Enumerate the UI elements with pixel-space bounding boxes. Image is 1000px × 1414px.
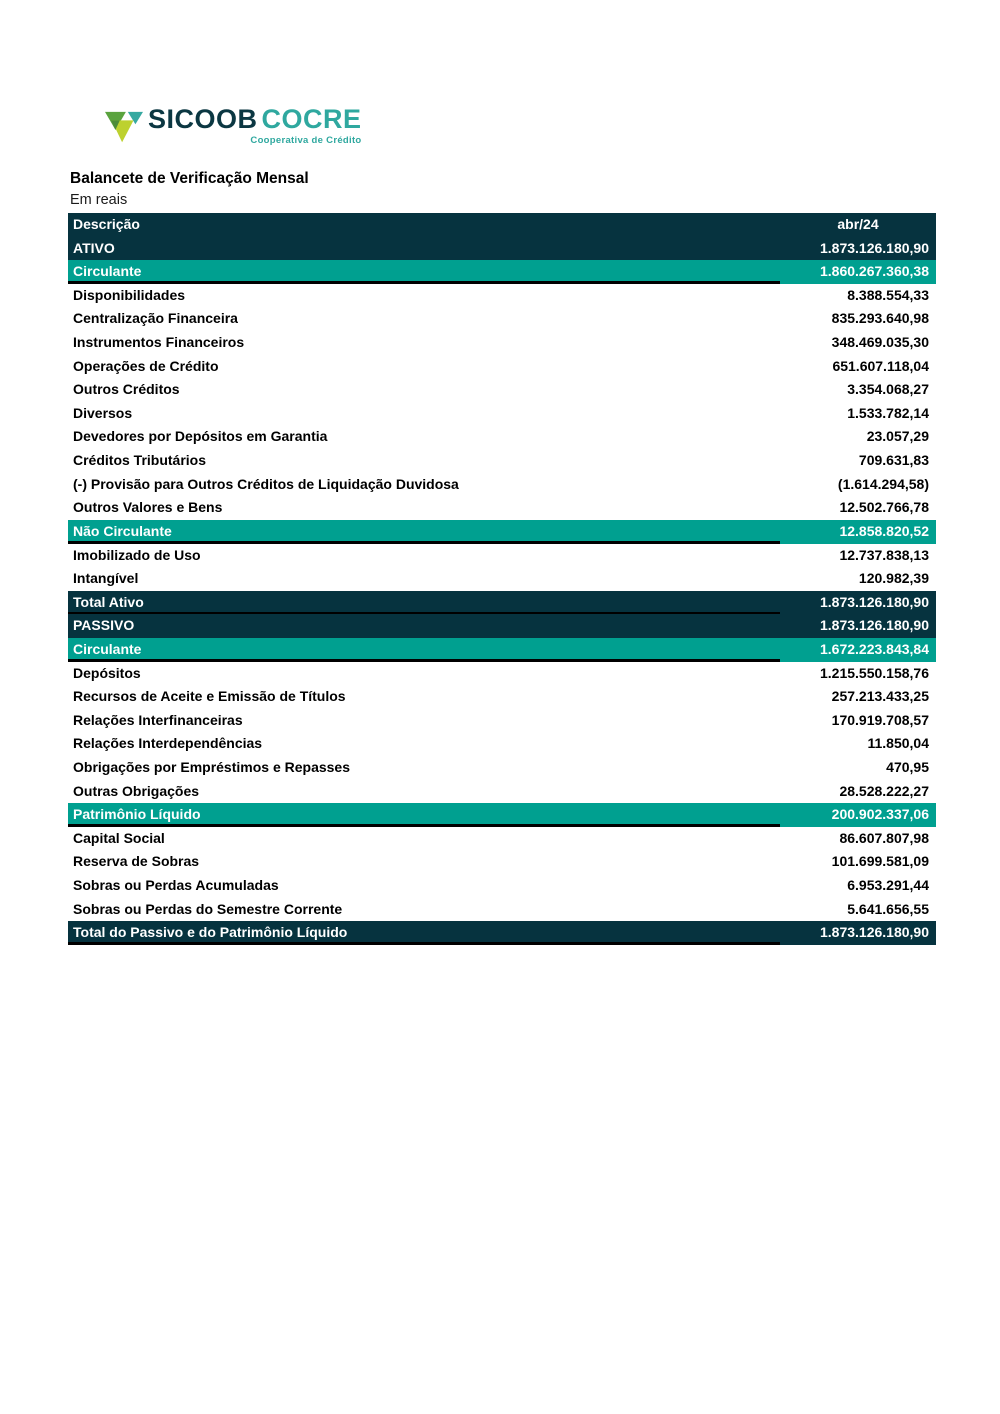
table-row — [68, 260, 936, 284]
table-row — [68, 355, 936, 379]
logo-text-sicoob: SICOOB — [148, 104, 258, 134]
table-header-row — [68, 213, 936, 237]
logo-text-cocre: COCRE — [261, 104, 362, 134]
row-value: 1.860.267.360,38 — [820, 263, 929, 280]
table-row — [68, 709, 936, 733]
row-label: Descrição — [73, 216, 140, 232]
row-value: 86.607.807,98 — [839, 829, 929, 846]
row-value: (1.614.294,58) — [837, 475, 929, 492]
row-label: (-) Provisão para Outros Créditos de Liquidação Duvidosa — [73, 475, 459, 492]
table-row — [68, 827, 936, 851]
row-value: 12.737.838,13 — [839, 546, 929, 563]
row-value: 651.607.118,04 — [832, 357, 929, 374]
table-row — [68, 874, 936, 898]
row-label: Imobilizado de Uso — [73, 546, 201, 563]
row-label: Outras Obrigações — [73, 782, 200, 799]
row-value: 470,95 — [886, 759, 929, 776]
row-value: 3.354.068,27 — [847, 381, 929, 398]
row-label: Centralização Financeira — [73, 310, 238, 327]
table-row — [68, 402, 936, 426]
table-row — [68, 921, 936, 945]
table-row — [68, 567, 936, 591]
row-value: 200.902.337,06 — [831, 806, 929, 823]
row-value: 101.699.581,09 — [831, 853, 929, 870]
table-row — [68, 237, 936, 261]
row-label: Reserva de Sobras — [73, 853, 200, 870]
table-row — [68, 378, 936, 402]
row-value: 1.873.126.180,90 — [820, 924, 929, 941]
row-label: Sobras ou Perdas do Semestre Corrente — [73, 900, 343, 917]
row-value: 11.850,04 — [867, 735, 929, 752]
table-row — [68, 591, 936, 615]
row-value: 8.388.554,33 — [847, 286, 929, 303]
row-value: 120.982,39 — [858, 570, 929, 587]
row-label: Circulante — [73, 263, 142, 280]
row-label: Outros Valores e Bens — [73, 499, 223, 516]
row-label: Total do Passivo e do Patrimônio Líquido — [73, 924, 348, 941]
table-row — [68, 473, 936, 497]
row-label: Devedores por Depósitos em Garantia — [73, 428, 328, 445]
row-value: 348.469.035,30 — [831, 334, 929, 351]
row-label: Não Circulante — [73, 522, 172, 539]
row-value: 1.215.550.158,76 — [820, 664, 929, 681]
sicoob-cocre-logo — [104, 106, 362, 147]
report-subtitle: Em reais — [70, 192, 128, 208]
row-label: Obrigações por Empréstimos e Repasses — [73, 759, 350, 776]
row-value: 1.873.126.180,90 — [820, 239, 929, 256]
report-title: Balancete de Verificação Mensal — [70, 170, 309, 187]
table-row — [68, 307, 936, 331]
row-label: Operações de Crédito — [73, 357, 219, 374]
row-value: 170.919.708,57 — [831, 711, 929, 728]
row-value: 6.953.291,44 — [847, 877, 929, 894]
row-label: Instrumentos Financeiros — [73, 334, 245, 351]
row-value: 23.057,29 — [866, 428, 929, 445]
table-row — [68, 732, 936, 756]
table-row — [68, 803, 936, 827]
table-row — [68, 638, 936, 662]
row-label: Patrimônio Líquido — [73, 806, 201, 823]
table-row — [68, 756, 936, 780]
table-row — [68, 662, 936, 686]
row-label: Disponibilidades — [73, 286, 186, 303]
table-row — [68, 614, 936, 638]
table-row — [68, 544, 936, 568]
row-label: Intangível — [73, 570, 139, 587]
table-row — [68, 520, 936, 544]
row-label: Outros Créditos — [73, 381, 180, 398]
table-row — [68, 850, 936, 874]
logo-wordmark — [148, 106, 362, 146]
row-label: Relações Interfinanceiras — [73, 711, 243, 728]
table-row — [68, 780, 936, 804]
table-row — [68, 449, 936, 473]
row-value: 12.502.766,78 — [839, 499, 929, 516]
row-value: 257.213.433,25 — [831, 688, 929, 705]
table-row — [68, 685, 936, 709]
logo-tagline: Cooperativa de Crédito — [250, 135, 362, 146]
row-value: 1.873.126.180,90 — [820, 617, 929, 634]
row-value: 1.533.782,14 — [847, 404, 929, 421]
table-row — [68, 284, 936, 308]
balance-table — [68, 213, 936, 945]
row-label: PASSIVO — [73, 617, 135, 634]
row-value: 1.672.223.843,84 — [820, 640, 929, 657]
row-label: Recursos de Aceite e Emissão de Títulos — [73, 688, 346, 705]
row-value: 835.293.640,98 — [831, 310, 929, 327]
table-row — [68, 331, 936, 355]
row-value: 5.641.656,55 — [847, 900, 929, 917]
row-label: ATIVO — [73, 239, 115, 256]
row-label: Depósitos — [73, 664, 141, 681]
table-row — [68, 898, 936, 922]
sicoob-v-mark-icon — [104, 109, 144, 147]
table-row — [68, 425, 936, 449]
row-label: Créditos Tributários — [73, 452, 207, 469]
logo-brand-line — [148, 106, 362, 133]
row-label: Capital Social — [73, 829, 165, 846]
row-value: 1.873.126.180,90 — [820, 593, 929, 610]
table-row — [68, 496, 936, 520]
row-label: Circulante — [73, 640, 142, 657]
row-label: Diversos — [73, 404, 133, 421]
row-label: Sobras ou Perdas Acumuladas — [73, 877, 279, 894]
row-value: 12.858.820,52 — [839, 522, 929, 539]
row-label: Total Ativo — [73, 593, 144, 610]
row-value: abr/24 — [837, 216, 879, 232]
row-value: 28.528.222,27 — [839, 782, 929, 799]
row-label: Relações Interdependências — [73, 735, 263, 752]
row-value: 709.631,83 — [858, 452, 929, 469]
